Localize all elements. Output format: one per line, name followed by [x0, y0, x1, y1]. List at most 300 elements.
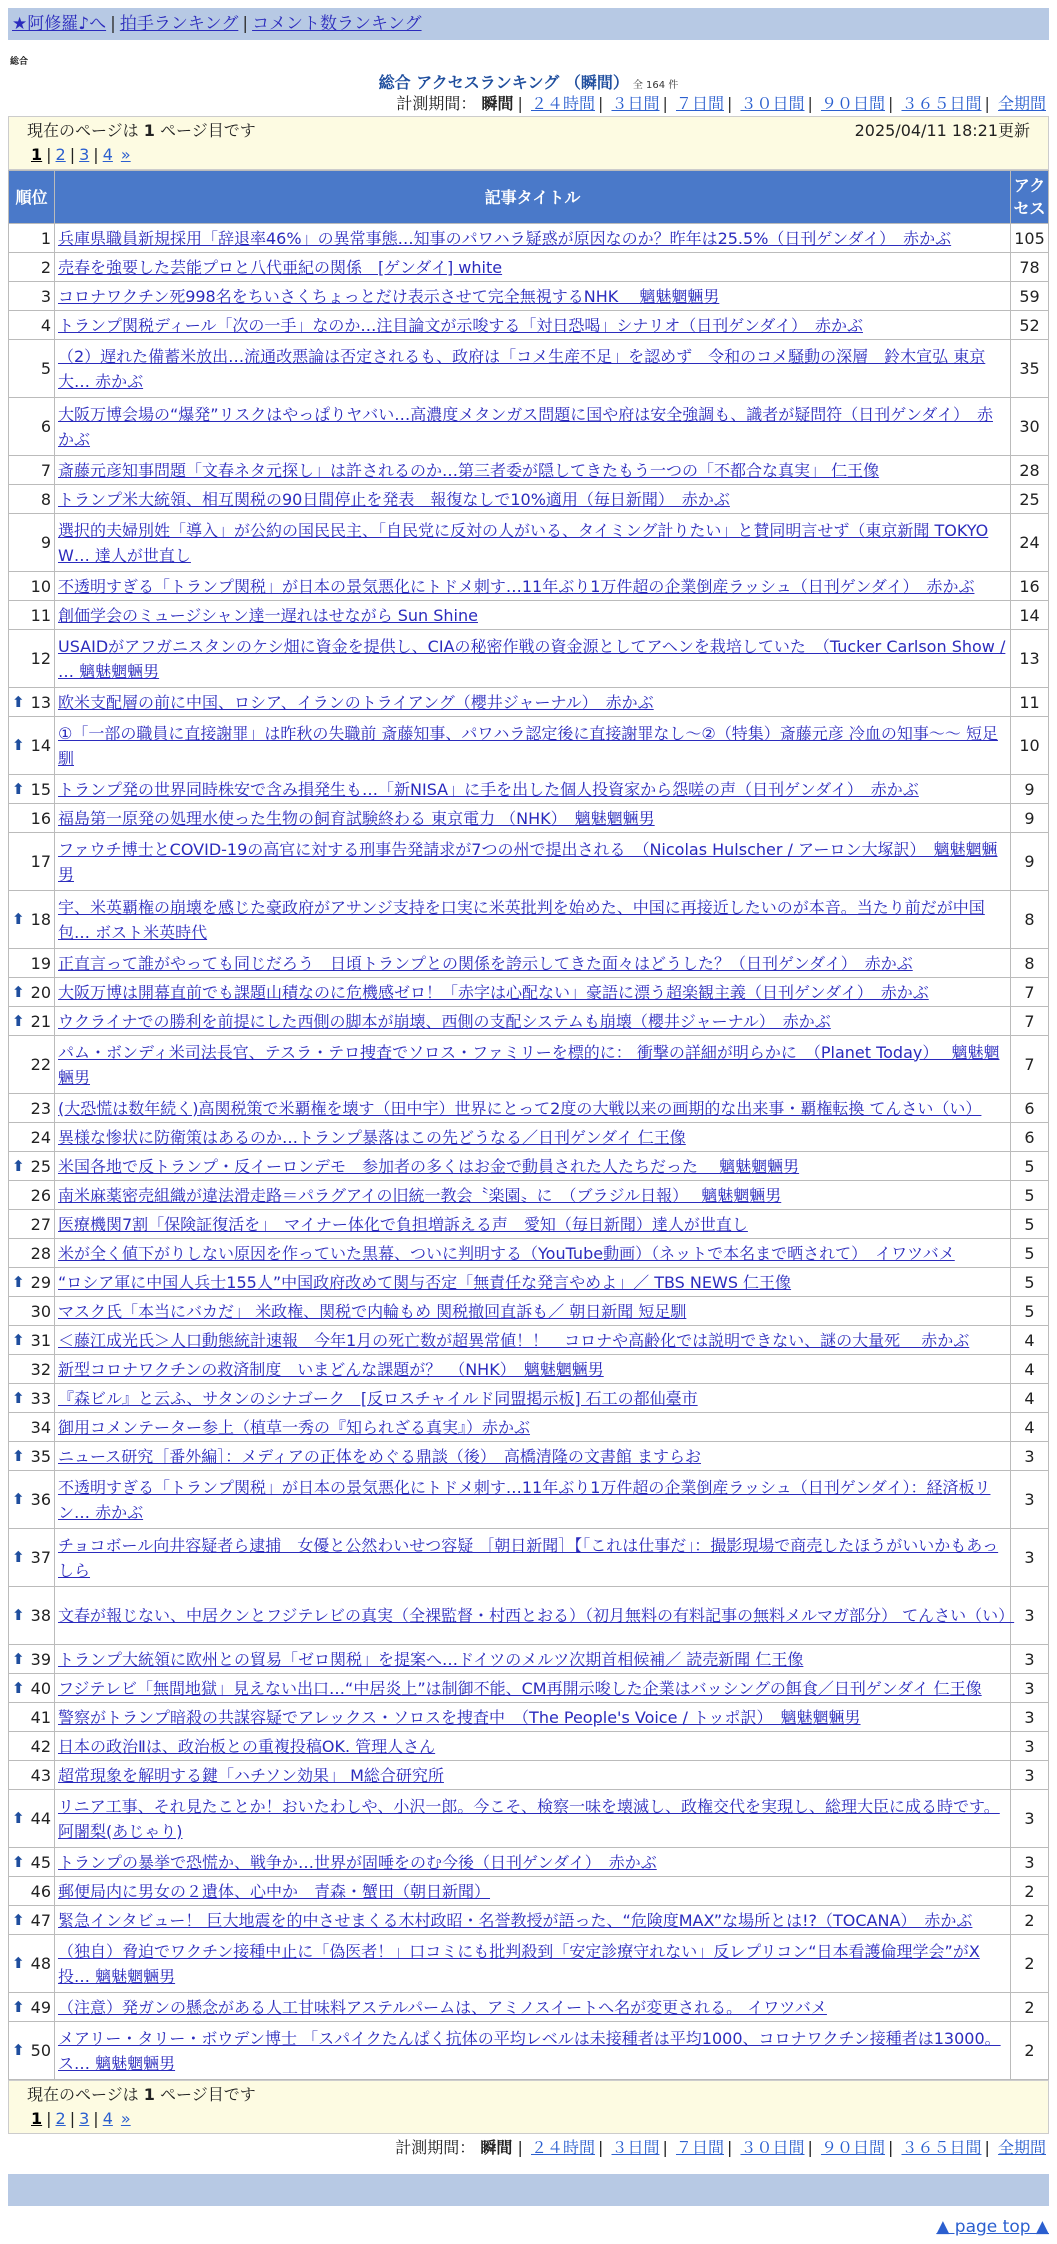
rank-up-arrow-icon: ⬆: [12, 982, 25, 1001]
pagination-top: 1 | 2 | 3 | 4 »: [31, 145, 131, 164]
access-count: 8: [1011, 949, 1049, 978]
title-cell: [55, 1790, 1011, 1848]
current-page-text: 現在のページは 1 ページ目です: [27, 2085, 256, 2104]
table-row: [9, 514, 1049, 572]
table-row: [9, 688, 1049, 717]
title-cell: [55, 688, 1011, 717]
period-link[interactable]: ３６５日間: [901, 2138, 982, 2157]
article-link[interactable]: (大恐慌は数年続く)高関税策で米覇権を壊す（田中宇）世界にとって2度の大戦以来の画期的な出来事・覇権転換 てんさい（い）: [58, 1098, 982, 1118]
access-count: 13: [1011, 630, 1049, 688]
article-link[interactable]: 不透明すぎる「トランプ関税」が日本の景気悪化にトドメ刺す…11年ぶり1万件超の企業倒産ラッシュ（日刊ゲンダイ）：経済板リン… 赤かぶ: [58, 1477, 991, 1522]
title-cell: [55, 1442, 1011, 1471]
article-link[interactable]: 売春を強要した芸能プロと八代亜紀の関係 [ゲンダイ] white: [58, 257, 503, 277]
title-cell: [55, 1906, 1011, 1935]
article-link[interactable]: 医療機関7割「保険証復活を」 マイナー体化で負担増訴える声 愛知（毎日新聞）達人が世直し: [58, 1214, 748, 1234]
access-count: 16: [1011, 572, 1049, 601]
article-link[interactable]: 超常現象を解明する鍵「ハチソン効果」 M総合研究所: [58, 1765, 444, 1785]
rank-cell: [9, 456, 55, 485]
table-row: [9, 1529, 1049, 1587]
access-count: 3: [1011, 1761, 1049, 1790]
rank-number: 24: [30, 1127, 51, 1147]
table-row: [9, 224, 1049, 253]
page-info-bottom: [8, 2080, 1049, 2134]
rank-number: 16: [30, 808, 51, 828]
title-cell: [55, 1152, 1011, 1181]
access-count: 4: [1011, 1326, 1049, 1355]
table-row: [9, 804, 1049, 833]
page-link[interactable]: 4: [102, 2109, 113, 2128]
article-link[interactable]: 選択的夫婦別姓「導入」が公約の国民民主、「自民党に反対の人がいる、タイミング計りたい」と賛同明言せず（東京新聞 TOKYO W… 達人が世直し: [58, 520, 989, 565]
rank-cell: [9, 1703, 55, 1732]
applause-ranking-link[interactable]: 拍手ランキング: [119, 14, 239, 34]
rank-up-arrow-icon: ⬆: [12, 1490, 25, 1508]
title-cell: [55, 311, 1011, 340]
page-link[interactable]: 2: [55, 2109, 66, 2128]
article-link[interactable]: パム・ボンディ米司法長官、テスラ・テロ捜査でソロス・ファミリーを標的に： 衝撃の詳細が明らかに （Planet Today） 魑魅魍魎男: [58, 1042, 1000, 1087]
article-link[interactable]: 日本の政治Ⅱは、政治板との重複投稿OK. 管理人さん: [58, 1736, 436, 1756]
rank-up-arrow-icon: ⬆: [12, 1649, 25, 1668]
article-link[interactable]: 兵庫県職員新規採用「辞退率46%」の異常事態…知事のパワハラ疑惑が原因なのか？昨年は25.5%（日刊ゲンダイ） 赤かぶ: [58, 228, 952, 248]
article-link[interactable]: 米国各地で反トランプ・反イーロンデモ 参加者の多くはお金で動員された人たちだった 魑魅魍魎男: [58, 1156, 800, 1176]
rank-number: 32: [30, 1359, 51, 1379]
article-link[interactable]: 南米麻薬密売組織が違法滑走路＝パラグアイの旧統一教会〝楽園〟に （ブラジル日報） 魑魅魍魎男: [58, 1185, 782, 1205]
table-row: [9, 630, 1049, 688]
title-cell: [55, 572, 1011, 601]
table-row: [9, 1674, 1049, 1703]
rank-number: 3: [40, 286, 51, 306]
title-cell: [55, 514, 1011, 572]
access-count: 4: [1011, 1355, 1049, 1384]
article-link[interactable]: トランプ大統領に欧州との貿易「ゼロ関税」を提案へ…ドイツのメルツ次期首相候補／ 読売新聞 仁王像: [58, 1649, 804, 1669]
article-link[interactable]: ニュース研究［番外編］：メディアの正体をめぐる鼎談（後） 高橋清隆の文書館 ますらお: [58, 1446, 702, 1466]
title-cell: [55, 224, 1011, 253]
page-link[interactable]: 3: [79, 2109, 90, 2128]
rank-cell: [9, 485, 55, 514]
rank-number: 49: [30, 1997, 51, 2017]
access-count: 2: [1011, 1906, 1049, 1935]
article-link[interactable]: USAIDがアフガニスタンのケシ畑に資金を提供し、CIAの秘密作戦の資金源としてアヘンを栽培していた （Tucker Carlson Show / … 魑魅魍魎男: [58, 636, 1006, 681]
article-link[interactable]: 正直言って誰がやっても同じだろう 日頃トランプとの関係を誇示してきた面々はどうした？（日刊ゲンダイ） 赤かぶ: [58, 953, 913, 973]
rank-number: 36: [30, 1490, 51, 1509]
rank-number: 28: [30, 1243, 51, 1263]
rank-cell: [9, 311, 55, 340]
table-row: [9, 1384, 1049, 1413]
rank-number: 19: [30, 953, 51, 973]
period-link[interactable]: ３０日間: [740, 2138, 805, 2157]
current-page-text: 現在のページは 1 ページ目です: [27, 121, 256, 140]
table-row: [9, 1007, 1049, 1036]
rank-cell: [9, 1848, 55, 1877]
rank-cell: [9, 1645, 55, 1674]
rank-cell: [9, 833, 55, 891]
period-link[interactable]: ７日間: [675, 2138, 724, 2157]
access-count: 7: [1011, 1007, 1049, 1036]
table-row: [9, 1442, 1049, 1471]
page-top-link[interactable]: ▲ page top ▲: [936, 2217, 1049, 2237]
article-link[interactable]: リニア工事、それ見たことか！おいたわしや、小沢一郎。今こそ、検察一味を壊滅し、政権交代を実現し、総理大臣に成る時です。阿闍梨(あじゃり): [58, 1796, 1000, 1841]
rank-cell: [9, 1355, 55, 1384]
rank-up-arrow-icon: ⬆: [12, 692, 25, 711]
article-link[interactable]: 大阪万博は開幕直前でも課題山積なのに危機感ゼロ！「赤字は心配ない」豪語に漂う超楽観主義（日刊ゲンダイ） 赤かぶ: [58, 982, 929, 1002]
article-link[interactable]: ＜藤江成光氏＞人口動態統計速報 今年1月の死亡数が超異常値！！ コロナや高齢化では説明できない、謎の大量死 赤かぶ: [58, 1330, 970, 1350]
article-link[interactable]: 文春が報じない、中居クンとフジテレビの真実（全裸監督・村西とおる）（初月無料の有料記事の無料メルマガ部分） てんさい（い）: [58, 1606, 1015, 1625]
rank-up-arrow-icon: ⬆: [12, 779, 25, 798]
ranking-table: [8, 170, 1049, 2080]
access-count: 78: [1011, 253, 1049, 282]
access-count: 28: [1011, 456, 1049, 485]
table-row: [9, 1152, 1049, 1181]
access-count: 2: [1011, 1935, 1049, 1993]
rank-cell: [9, 601, 55, 630]
table-row: [9, 891, 1049, 949]
access-count: 3: [1011, 1674, 1049, 1703]
table-row: [9, 1181, 1049, 1210]
rank-up-arrow-icon: ⬆: [12, 1446, 25, 1465]
title-cell: [55, 833, 1011, 891]
article-link[interactable]: 新型コロナワクチンの救済制度 いまどんな課題が？ （NHK） 魑魅魍魎男: [58, 1359, 604, 1379]
article-link[interactable]: トランプ関税ディール「次の一手」なのか…注目論文が示唆する「対日恐喝」シナリオ（日刊ゲンダイ） 赤かぶ: [58, 315, 863, 335]
title-cell: [55, 978, 1011, 1007]
title-cell: [55, 949, 1011, 978]
rank-number: 37: [30, 1548, 51, 1567]
table-row: [9, 717, 1049, 775]
article-link[interactable]: メアリー・タリー・ボウデン博士 「スパイクたんぱく抗体の平均レベルは未接種者は平均1000、コロナワクチン接種者は13000。ス… 魑魅魍魎男: [58, 2028, 1001, 2073]
rank-number: 41: [30, 1707, 51, 1727]
rank-number: 43: [30, 1765, 51, 1785]
access-count: 3: [1011, 1790, 1049, 1848]
access-count: 3: [1011, 1471, 1049, 1529]
rank-cell: [9, 224, 55, 253]
access-count: 6: [1011, 1094, 1049, 1123]
rank-cell: [9, 1993, 55, 2022]
period-link[interactable]: ９０日間: [820, 2138, 885, 2157]
rank-cell: [9, 1094, 55, 1123]
rank-up-arrow-icon: ⬆: [12, 1272, 25, 1291]
rank-number: 42: [30, 1736, 51, 1756]
table-row: [9, 1935, 1049, 1993]
rank-number: 44: [30, 1809, 51, 1828]
rank-up-arrow-icon: ⬆: [12, 2041, 25, 2059]
rank-number: 46: [30, 1881, 51, 1901]
access-count: 9: [1011, 833, 1049, 891]
rank-number: 7: [40, 460, 51, 480]
table-row: [9, 1036, 1049, 1094]
table-row: [9, 1645, 1049, 1674]
article-link[interactable]: トランプの暴挙で恐慌か、戦争か…世界が固唾をのむ今後（日刊ゲンダイ） 赤かぶ: [58, 1852, 657, 1872]
article-link[interactable]: 異様な惨状に防衛策はあるのか…トランプ暴落はこの先どうなる／日刊ゲンダイ 仁王像: [58, 1127, 686, 1147]
article-link[interactable]: （注意）発ガンの懸念がある人工甘味料アステルパームは、アミノスイートへ名が変更される。 イワツバメ: [58, 1997, 827, 2017]
rank-cell: [9, 688, 55, 717]
period-label: 計測期間：: [395, 2138, 476, 2157]
title-cell: [55, 1674, 1011, 1703]
article-link[interactable]: 斎藤元彦知事問題「文春ネタ元探し」は許されるのか…第三者委が隠してきたもう一つの「不都合な真実」 仁王像: [58, 460, 880, 480]
article-link[interactable]: 宇、米英覇権の崩壊を感じた豪政府がアサンジ支持を口実に米英批判を始めた、中国に再接近したいのが本音。当たり前だが中国包… ボスト米英時代: [58, 897, 985, 942]
access-count: 59: [1011, 282, 1049, 311]
title-cell: [55, 1007, 1011, 1036]
article-link[interactable]: 緊急インタビュー！ 巨大地震を的中させまくる木村政昭・名誉教授が語った、“危険度MAX”な場所とは!?（TOCANA） 赤かぶ: [58, 1910, 973, 1930]
page-title: [8, 70, 1049, 92]
rank-number: 5: [40, 359, 51, 378]
table-row: [9, 1587, 1049, 1645]
rank-cell: [9, 978, 55, 1007]
article-link[interactable]: 米が全く値下がりしない原因を作っていた黒幕、ついに判明する（YouTube動画）（ネットで本名まで晒されて） イワツバメ: [58, 1243, 955, 1263]
title-cell: [55, 1471, 1011, 1529]
access-count: 8: [1011, 891, 1049, 949]
rank-cell: [9, 1268, 55, 1297]
access-count: 24: [1011, 514, 1049, 572]
rank-number: 31: [30, 1330, 51, 1350]
title-cell: [55, 891, 1011, 949]
article-link[interactable]: 福島第一原発の処理水使った生物の飼育試験終わる 東京電力 （NHK） 魑魅魍魎男: [58, 808, 655, 828]
access-count: 9: [1011, 775, 1049, 804]
rank-number: 26: [30, 1185, 51, 1205]
period-link[interactable]: 全期間: [997, 94, 1046, 113]
rank-cell: [9, 1587, 55, 1645]
total-count: 全 164 件: [632, 80, 679, 91]
rank-number: 48: [30, 1954, 51, 1973]
title-cell: [55, 1036, 1011, 1094]
title-cell: [55, 485, 1011, 514]
article-link[interactable]: フジテレビ「無間地獄」見えない出口…“中居炎上”は制御不能、CM再開示唆した企業はバッシングの餌食／日刊ゲンダイ 仁王像: [58, 1678, 982, 1698]
article-link[interactable]: 創価学会のミュージシャン達一遅れはせながら Sun Shine: [58, 605, 478, 625]
table-row: [9, 978, 1049, 1007]
rank-cell: [9, 1036, 55, 1094]
rank-number: 20: [30, 982, 51, 1002]
table-row: [9, 1355, 1049, 1384]
table-row: [9, 1123, 1049, 1152]
page-link[interactable]: 3: [79, 145, 90, 164]
period-current: 瞬間: [480, 2138, 513, 2157]
article-link[interactable]: トランプ米大統領、相互関税の90日間停止を発表 報復なしで10%適用（毎日新聞） 赤かぶ: [58, 489, 730, 509]
article-link[interactable]: 大阪万博会場の“爆発”リスクはやっぱりヤバい…高濃度メタンガス問題に国や府は安全強調も、識者が疑問符（日刊ゲンダイ） 赤かぶ: [58, 404, 993, 449]
title-cell: [55, 1761, 1011, 1790]
title-cell: [55, 1529, 1011, 1587]
rank-number: 15: [30, 779, 51, 799]
title-cell: [55, 1239, 1011, 1268]
period-link[interactable]: ７日間: [675, 94, 724, 113]
page-link-current[interactable]: 1: [31, 145, 43, 164]
article-link[interactable]: トランプ発の世界同時株安で含み損発生も…「新NISA」に手を出した個人投資家から怨嗟の声（日刊ゲンダイ） 赤かぶ: [58, 779, 919, 799]
rank-cell: [9, 1935, 55, 1993]
rank-cell: [9, 1732, 55, 1761]
access-count: 105: [1011, 224, 1049, 253]
access-count: 3: [1011, 1645, 1049, 1674]
period-current: 瞬間: [481, 94, 514, 113]
rank-cell: [9, 514, 55, 572]
table-row: [9, 398, 1049, 456]
title-cell: [55, 1355, 1011, 1384]
table-row: [9, 1848, 1049, 1877]
access-count: 3: [1011, 1587, 1049, 1645]
rank-cell: [9, 775, 55, 804]
article-link[interactable]: マスク氏「本当にバカだ」 米政権、関税で内輪もめ 関税撤回直訴も／ 朝日新聞 短足馴: [58, 1301, 687, 1321]
access-count: 30: [1011, 398, 1049, 456]
rank-cell: [9, 1239, 55, 1268]
period-link[interactable]: ２４時間: [530, 94, 595, 113]
rank-number: 39: [30, 1649, 51, 1669]
comment-ranking-link[interactable]: コメント数ランキング: [252, 14, 422, 34]
title-cell: [55, 601, 1011, 630]
article-link[interactable]: “ロシア軍に中国人兵士155人”中国政府改めて関与否定「無責任な発言やめよ」／ TBS NEWS 仁王像: [58, 1272, 792, 1292]
next-page-link[interactable]: »: [120, 145, 131, 164]
rank-number: 47: [30, 1910, 51, 1930]
table-row: [9, 282, 1049, 311]
access-header: アクセス: [1011, 171, 1049, 224]
period-link[interactable]: ３６５日間: [901, 94, 982, 113]
access-count: 14: [1011, 601, 1049, 630]
period-link[interactable]: ３日間: [611, 2138, 660, 2157]
title-cell: [55, 340, 1011, 398]
access-count: 3: [1011, 1529, 1049, 1587]
article-link[interactable]: ウクライナでの勝利を前提にした西側の脚本が崩壊、西側の支配システムも崩壊（櫻井ジャーナル） 赤かぶ: [58, 1011, 831, 1031]
article-link[interactable]: （独自）脅迫でワクチン接種中止に「偽医者！」口コミにも批判殺到「安定診療守れない」反レプリコン“日本看護倫理学会”がX投… 魑魅魍魎男: [58, 1941, 980, 1986]
article-link[interactable]: ファウチ博士とCOVID-19の高官に対する刑事告発請求が7つの州で提出される （Nicolas Hulscher / アーロン大塚訳） 魑魅魍魎男: [58, 839, 998, 884]
category-tag: 総合: [10, 57, 29, 67]
rank-cell: [9, 1413, 55, 1442]
bottom-bar: [8, 2174, 1049, 2206]
access-count: 5: [1011, 1297, 1049, 1326]
access-count: 6: [1011, 1123, 1049, 1152]
access-count: 5: [1011, 1181, 1049, 1210]
rank-number: 27: [30, 1214, 51, 1234]
article-link[interactable]: チョコボール向井容疑者ら逮捕 女優と公然わいせつ容疑 ［朝日新聞］【「これは仕事だ」：撮影現場で商売したほうがいいかもあっしら: [58, 1535, 999, 1580]
article-link[interactable]: コロナワクチン死998名をちいさくちょっとだけ表示させて完全無視するNHK 魑魅魍魎男: [58, 286, 720, 306]
period-link[interactable]: ３０日間: [740, 94, 805, 113]
rank-number: 35: [30, 1446, 51, 1466]
access-count: 3: [1011, 1732, 1049, 1761]
rank-up-arrow-icon: ⬆: [12, 1388, 25, 1407]
table-row: [9, 485, 1049, 514]
rank-cell: [9, 1790, 55, 1848]
period-selector: 計測期間： 瞬間 | ２４時間 | ３日間 | ７日間 | ３０日間 | ９０日間 | ３６５日間 | 全期間: [396, 94, 1046, 113]
page-link-current[interactable]: 1: [31, 2109, 43, 2128]
access-count: 9: [1011, 804, 1049, 833]
access-count: 4: [1011, 1384, 1049, 1413]
rank-number: 38: [30, 1606, 51, 1625]
article-link[interactable]: 欧米支配層の前に中国、ロシア、イランのトライアング（櫻井ジャーナル） 赤かぶ: [58, 692, 654, 712]
table-row: [9, 601, 1049, 630]
rank-cell: [9, 1529, 55, 1587]
table-row: [9, 1906, 1049, 1935]
title-cell: [55, 1645, 1011, 1674]
title-cell: [55, 1703, 1011, 1732]
table-row: [9, 2022, 1049, 2080]
table-row: [9, 833, 1049, 891]
rank-number: 50: [30, 2041, 51, 2060]
access-count: 5: [1011, 1268, 1049, 1297]
rank-cell: [9, 1442, 55, 1471]
article-link[interactable]: 御用コメンテーター参上（植草一秀の『知られざる真実』）赤かぶ: [58, 1417, 531, 1437]
period-selector-bottom: 計測期間： 瞬間 | ２４時間 | ３日間 | ７日間 | ３０日間 | ９０日間 | ３６５日間 | 全期間: [395, 2138, 1046, 2157]
updated-time: 2025/04/11 18:21更新: [854, 121, 1030, 140]
article-link[interactable]: ①「一部の職員に直接謝罪」は昨秋の失職前 斎藤知事、パワハラ認定後に直接謝罪なし～②（特集）斎藤元彦 冷血の知事～～ 短足馴: [58, 723, 998, 768]
title-cell: [55, 1297, 1011, 1326]
rank-number: 34: [30, 1417, 51, 1437]
table-row: [9, 456, 1049, 485]
rank-up-arrow-icon: ⬆: [12, 910, 25, 928]
title-cell: [55, 456, 1011, 485]
period-link[interactable]: ３日間: [611, 94, 660, 113]
rank-cell: [9, 1384, 55, 1413]
table-row: [9, 1732, 1049, 1761]
access-count: 25: [1011, 485, 1049, 514]
rank-cell: [9, 1181, 55, 1210]
access-count: 2: [1011, 1993, 1049, 2022]
rank-number: 11: [30, 605, 51, 625]
title-cell: [55, 1848, 1011, 1877]
page-info-top: [8, 116, 1049, 170]
title-cell: [55, 2022, 1011, 2080]
access-count: 5: [1011, 1152, 1049, 1181]
access-count: 2: [1011, 2022, 1049, 2080]
rank-number: 45: [30, 1852, 51, 1872]
rank-up-arrow-icon: ⬆: [12, 1606, 25, 1624]
article-link[interactable]: 不透明すぎる「トランプ関税」が日本の景気悪化にトドメ刺す…11年ぶり1万件超の企業倒産ラッシュ（日刊ゲンダイ） 赤かぶ: [58, 576, 975, 596]
access-count: 11: [1011, 688, 1049, 717]
rank-cell: [9, 1877, 55, 1906]
table-row: [9, 572, 1049, 601]
rank-cell: [9, 1297, 55, 1326]
rank-up-arrow-icon: ⬆: [12, 1011, 25, 1030]
table-row: [9, 1413, 1049, 1442]
rank-number: 40: [30, 1678, 51, 1698]
rank-up-arrow-icon: ⬆: [12, 1330, 25, 1349]
top-nav: ★阿修羅♪へ | 拍手ランキング | コメント数ランキング: [8, 8, 1049, 40]
table-row: [9, 1210, 1049, 1239]
article-link[interactable]: 『森ビル』と云ふ、サタンのシナゴーク [反ロスチャイルド同盟掲示板] 石工の都仙臺市: [58, 1388, 698, 1408]
table-row: [9, 253, 1049, 282]
period-link[interactable]: ９０日間: [820, 94, 885, 113]
access-count: 7: [1011, 978, 1049, 1007]
article-link[interactable]: 警察がトランプ暗殺の共謀容疑でアレックス・ソロスを捜査中 （The People's Voice / トッポ訳） 魑魅魍魎男: [58, 1707, 861, 1727]
access-count: 7: [1011, 1036, 1049, 1094]
title-cell: [55, 775, 1011, 804]
table-row: [9, 1326, 1049, 1355]
table-row: [9, 1239, 1049, 1268]
period-link[interactable]: ２４時間: [530, 2138, 595, 2157]
title-cell: [55, 253, 1011, 282]
rank-number: 8: [40, 489, 51, 509]
title-cell: [55, 1181, 1011, 1210]
rank-cell: [9, 891, 55, 949]
article-link[interactable]: （2）遅れた備蓄米放出…流通改悪論は否定されるも、政府は「コメ生産不足」を認めず 令和のコメ騒動の深層 鈴木宣弘 東京大… 赤かぶ: [58, 346, 986, 391]
rank-number: 22: [30, 1055, 51, 1074]
period-link[interactable]: 全期間: [997, 2138, 1046, 2157]
access-count: 3: [1011, 1848, 1049, 1877]
rank-number: 21: [30, 1011, 51, 1031]
article-link[interactable]: 郵便局内に男女の２遺体、心中か 青森・蟹田（朝日新聞）: [58, 1881, 491, 1901]
title-cell: [55, 282, 1011, 311]
rank-up-arrow-icon: ⬆: [12, 1156, 25, 1175]
rank-cell: [9, 1326, 55, 1355]
rank-cell: [9, 398, 55, 456]
access-count: 5: [1011, 1239, 1049, 1268]
table-row: [9, 311, 1049, 340]
page-link[interactable]: 4: [102, 145, 113, 164]
title-cell: [55, 1732, 1011, 1761]
next-page-link[interactable]: »: [120, 2109, 131, 2128]
rank-number: 23: [30, 1098, 51, 1118]
title-cell: [55, 1268, 1011, 1297]
rank-cell: [9, 282, 55, 311]
rank-number: 30: [30, 1301, 51, 1321]
table-row: [9, 1297, 1049, 1326]
home-link[interactable]: ★阿修羅♪へ: [12, 14, 107, 34]
rank-cell: [9, 949, 55, 978]
page-link[interactable]: 2: [55, 145, 66, 164]
rank-up-arrow-icon: ⬆: [12, 1548, 25, 1566]
rank-number: 4: [40, 315, 51, 335]
